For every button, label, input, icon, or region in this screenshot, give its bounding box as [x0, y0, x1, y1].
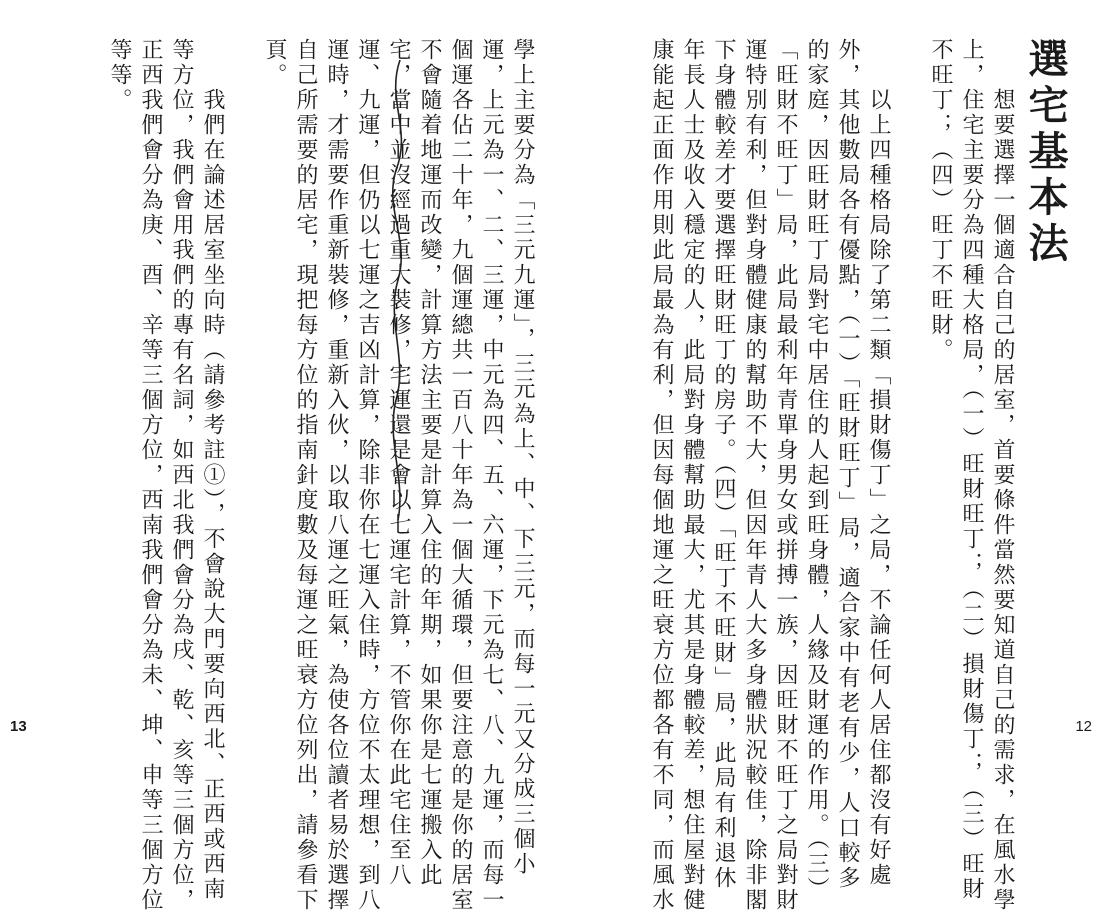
page-number-left: 13 — [10, 718, 27, 735]
page-number-right: 12 — [1075, 718, 1092, 735]
right-page-body-text: 想要選擇一個適合自己的居室，首要條件當然要知道自己的需求，在風水學 上，住宅主要分為四種大格局，（一）旺財旺丁；（二）損財傷丁；（三）旺財 不旺丁；（四）旺丁不旺財。 以上四種格局除了第二類「損財傷丁」之局，不論任何人居住都沒有好處 外，其他數局各有優點，（一）「旺財旺丁」局，適合家中有老有少，人口較多 的家庭，因旺財旺丁局對宅中居住的人起到旺身體，人緣及財運的作用。（三） 「旺財不旺丁」局，此局最利年青單身男女或拼搏一族，因旺財不旺丁之局對財 運特別有利，但對身體健康的幫助不大，但因年青人大多身體狀況較佳，除非閣 下身體較差才要選擇旺財旺丁的房子。（四）「旺丁不旺財」局，此局有利退休 年長人士及收入穩定的人，此局對身體幫助最大，尤其是身體較差，想住屋對健 康能起正面作用則此局最為有利，但因每個地運之旺衰方位都各有不同，而風水 — [649, 38, 1015, 913]
left-page-body-text: 學上主要分為「三元九運」，三元為上、中、下三元，而每一元又分成三個小 運，上元為一、二、三運，中元為四、五、六運，下元為七、八、九運，而每一 個運各佔二十年，九個運總共一百八十年為一個大循環，但要注意的是你的居室 不會隨着地運而改變，計算方法主要是計算入住的年期，如果你是七運搬入此 宅，當中並沒經過重大裝修，宅運還是會以七運宅計算，不管你在此宅住至八 運、九運，但仍以七運之吉凶計算，除非你在七運入住時，方位不太理想，到八 運時，才需要作重新裝修，重新入伙，以取八運之旺氣，為使各位讀者易於選擇 自己所需要的居宅，現把每方位的指南針度數及每運之旺衰方位列出，請參看下 頁。 我們在論述居室坐向時（請參考註①），不會說大門要向西北、正西或西南 等方位，我們會用我們的專有名詞，如西北我們會分為戌、乾、亥等三個方位， 正西我們會分為庚、酉、辛等三個方位，西南我們會分為未、坤、申等三個方位 等等。 — [107, 38, 535, 913]
right-page — [552, 0, 1104, 913]
page-title: 選宅基本法 — [1022, 38, 1068, 268]
